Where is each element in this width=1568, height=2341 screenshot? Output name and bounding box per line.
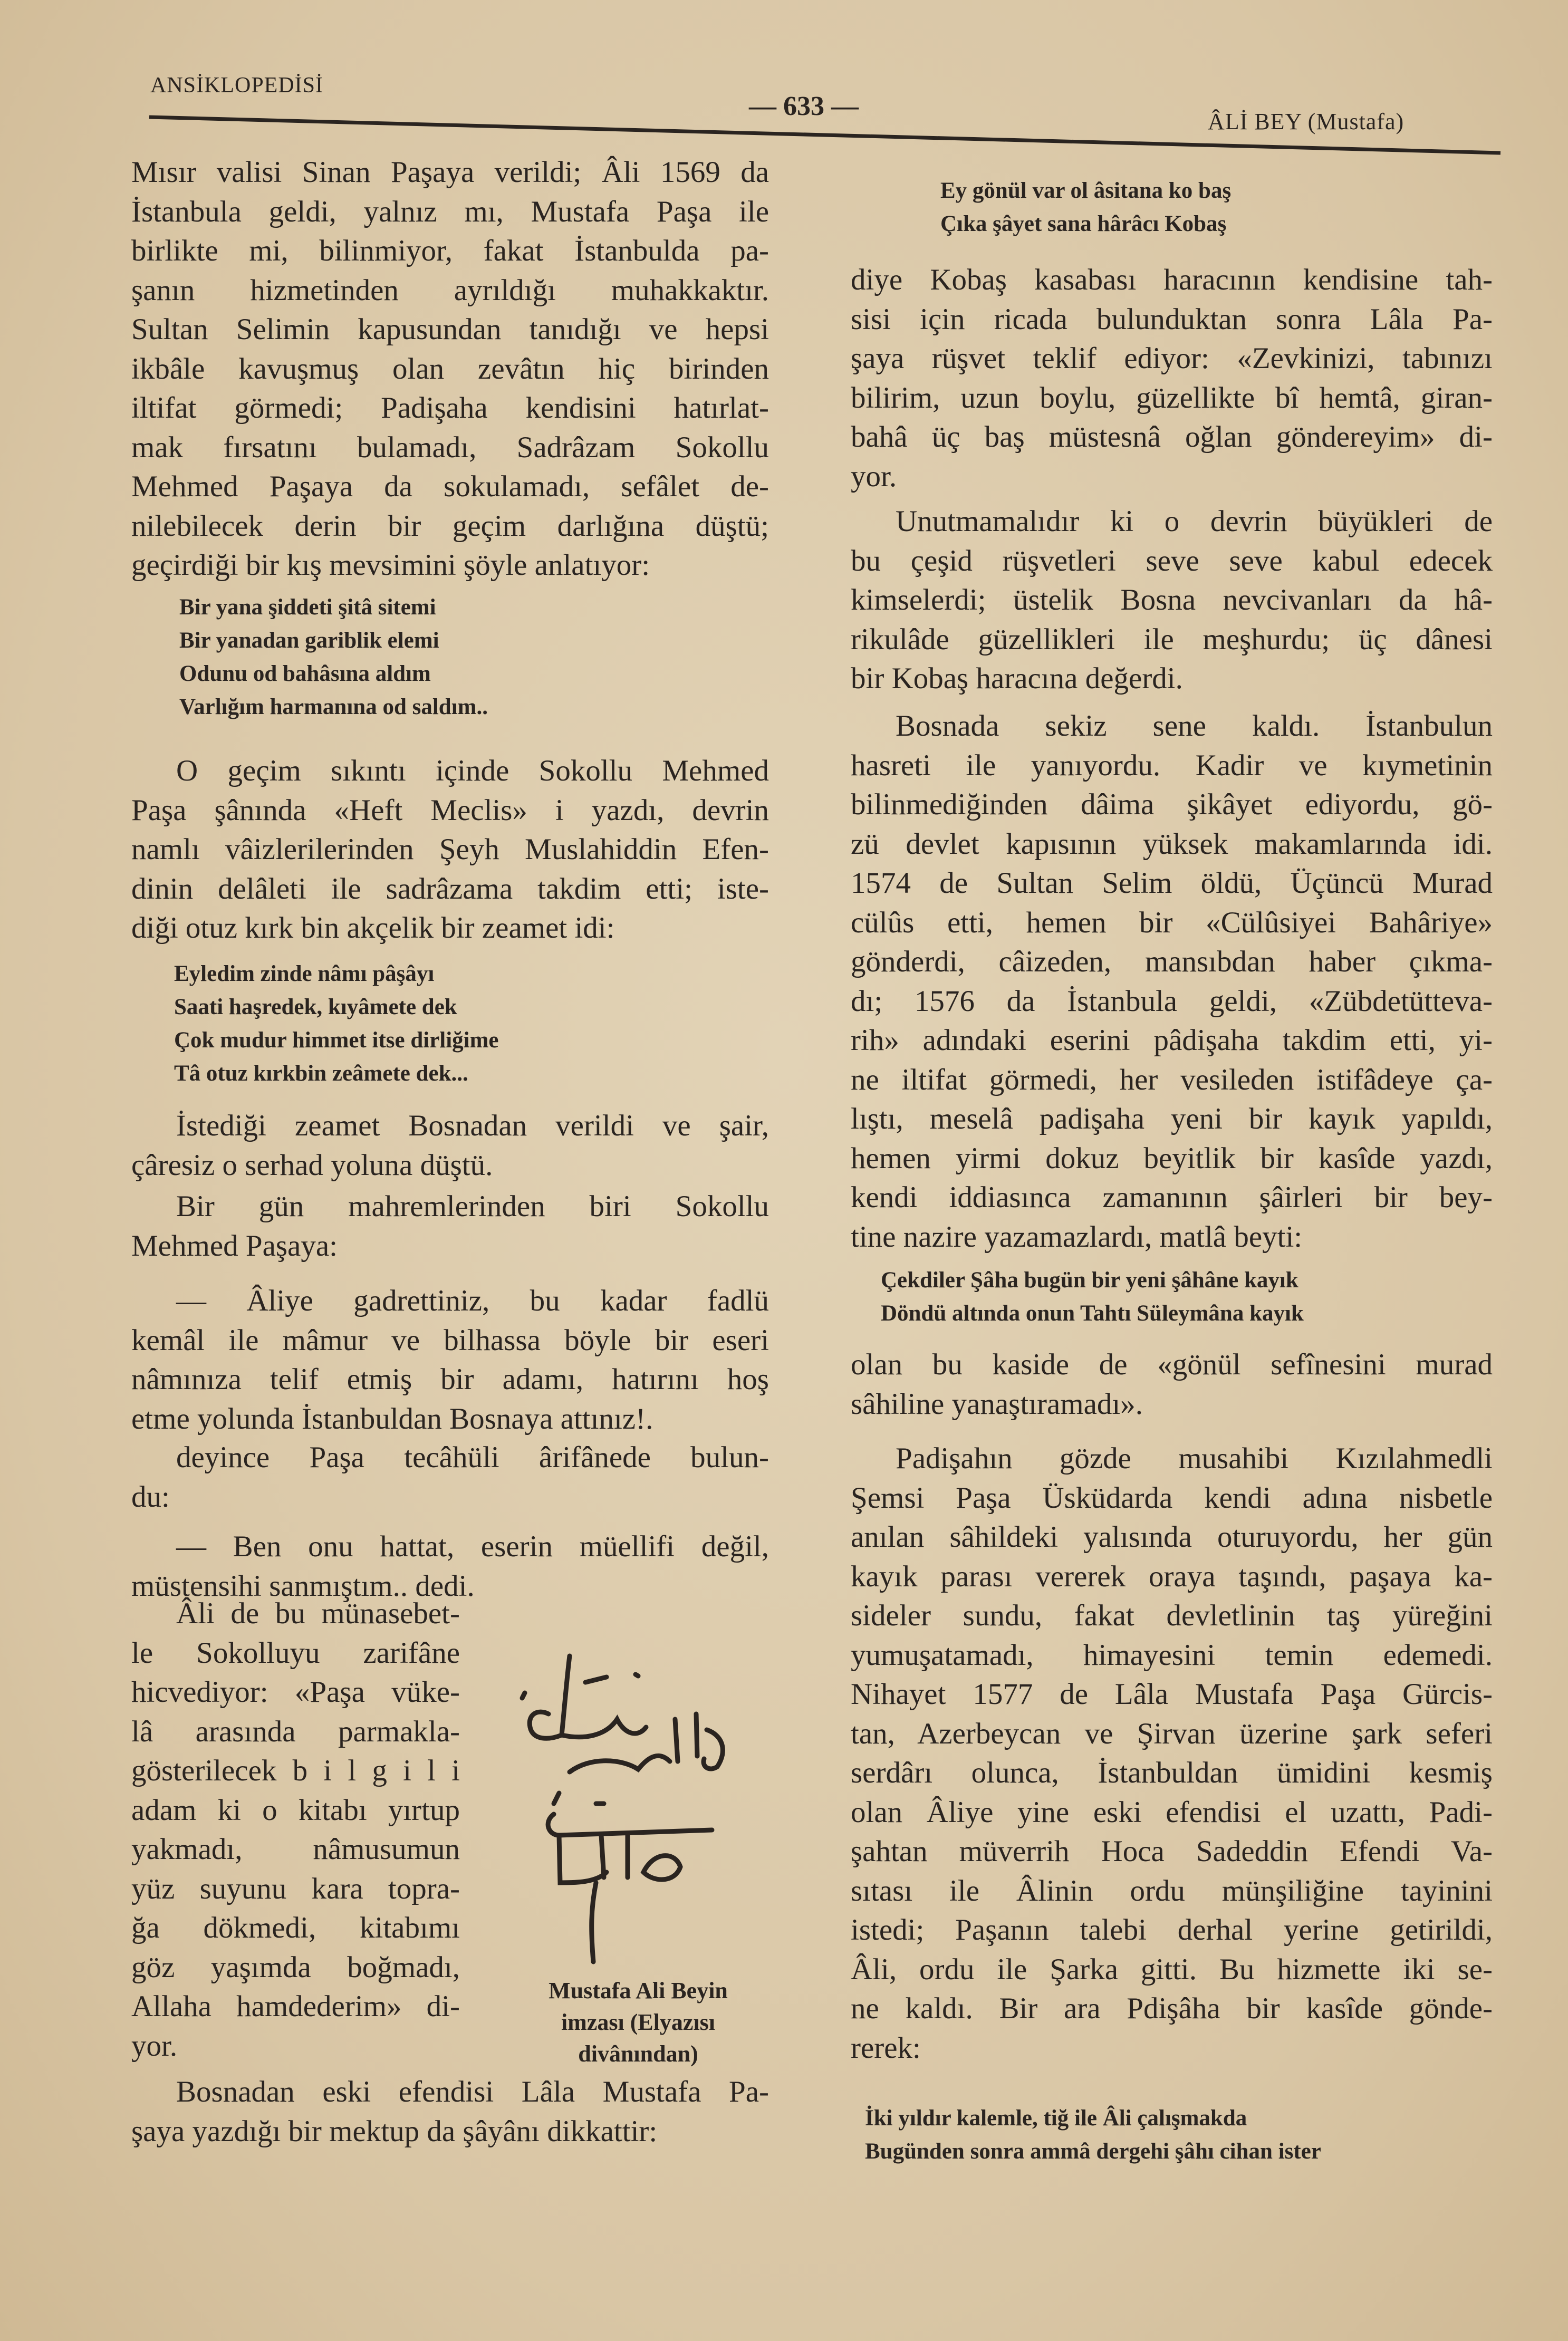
text-line: lâ arasında parmakla- (131, 1714, 460, 1748)
verse-quote (174, 957, 649, 1090)
verse-quote (179, 591, 654, 724)
verse-line: Odunu od bahâsına aldım (179, 661, 431, 686)
text-line: dinin delâleti ile sadrâzama takdim etti; iste- (131, 872, 769, 905)
text-line: le Sokolluyu zarifâne (131, 1636, 460, 1670)
paragraph (851, 1439, 1493, 2068)
text-line: Mısır valisi Sinan Paşaya verildi; Âli 1569 da (131, 156, 769, 189)
text-line: şahtan müverrih Hoca Sadeddin Efendi Va- (851, 1835, 1493, 1868)
text-line: namlı vâizlerilerinden Şeyh Muslahiddin Efen- (131, 833, 769, 866)
text-line: yüz suyunu kara topra- (131, 1872, 460, 1905)
text-line: rerek: (851, 2031, 921, 2065)
text-line: Paşa şânında «Heft Meclis» i yazdı, devrin (131, 793, 769, 827)
text-line: hemen yirmi dokuz beyitlik bir kasîde yazdı, (851, 1141, 1493, 1175)
text-line: kimselerdi; üstelik Bosna nevcivanları da hâ- (851, 583, 1493, 616)
text-line: olan Âliye yine eski efendisi el uzattı, Padi- (851, 1795, 1493, 1829)
text-line: yumuşatamadı, himayesini temin edemedi. (851, 1638, 1493, 1672)
text-line: Allaha hamdederim» di- (131, 1990, 460, 2023)
text-line: serdârı olunca, İstanbuldan ümidini kesmiş (851, 1756, 1493, 1789)
text-line: etme yolunda İstanbuldan Bosnaya attınız!. (131, 1402, 653, 1436)
text-line: Bir gün mahremlerinden biri Sokollu (176, 1190, 769, 1223)
text-line: yor. (131, 2029, 178, 2063)
text-line: İstediği zeamet Bosnadan verildi ve şair, (176, 1109, 769, 1142)
text-line: Mehmed Paşaya: (131, 1229, 338, 1263)
text-line: Sultan Selimin kapusundan tanıdığı ve hepsi (131, 313, 769, 346)
verse-line: Ey gönül var ol âsitana ko baş (940, 178, 1232, 203)
text-line: birlikte mi, bilinmiyor, fakat İstanbulda pa- (131, 234, 769, 267)
verse-line: Çok mudur himmet itse dirliğime (174, 1028, 499, 1053)
text-line: Bosnada sekiz sene kaldı. İstanbulun (896, 709, 1493, 743)
caption-line: Mustafa Ali Beyin (549, 1978, 728, 2003)
text-line: deyince Paşa tecâhüli ârifânede bulun- (176, 1441, 769, 1474)
text-line: göz yaşımda boğmadı, (131, 1950, 460, 1984)
arabic-signature-image (501, 1635, 775, 1983)
paragraph (131, 1106, 769, 1185)
text-line: Bosnadan eski efendisi Lâla Mustafa Pa- (176, 2075, 769, 2108)
text-line: lıştı, meselâ padişaha yeni bir kayık yapıldı, (851, 1102, 1493, 1135)
paragraph (131, 2073, 769, 2151)
verse-line: Saati haşredek, kıyâmete dek (174, 995, 457, 1019)
text-line: dı; 1576 da İstanbula geldi, «Zübdetütteva- (851, 984, 1493, 1018)
text-line: adam ki o kitabı yırtup (131, 1793, 460, 1827)
text-line: nilebilecek derin bir geçim darlığına düştü; (131, 509, 769, 543)
text-line: anılan sâhildeki yalısında oturuyordu, her gün (851, 1520, 1493, 1554)
text-line: nâmınıza telif etmiş bir adamı, hatırını hoş (131, 1363, 769, 1396)
verse-line: Döndü altında onun Tahtı Süleymâna kayık (881, 1301, 1304, 1326)
paragraph (851, 707, 1493, 1257)
caption-line: imzası (Elyazısı (561, 2009, 716, 2035)
text-line: mak fırsatını bulamadı, Sadrâzam Sokollu (131, 430, 769, 464)
text-line: 1574 de Sultan Selim öldü, Üçüncü Murad (851, 866, 1493, 900)
verse-line: Çıka şâyet sana hârâcı Kobaş (940, 211, 1227, 236)
text-line: iltifat görmedi; Padişaha kendisini hatırlat- (131, 391, 769, 425)
text-line: tan, Azerbeycan ve Şirvan üzerine şark seferi (851, 1717, 1493, 1750)
paragraph (131, 1438, 769, 1517)
text-line: Âli, ordu ile Şarka gitti. Bu hizmette iki se- (851, 1952, 1493, 1986)
text-line: O geçim sıkıntı içinde Sokollu Mehmed (176, 754, 769, 787)
text-line: bilirim, uzun boylu, güzellikte bî hemtâ, giran- (851, 381, 1493, 415)
text-line: du: (131, 1480, 170, 1514)
text-line: diye Kobaş kasabası haracının kendisine tah- (851, 263, 1493, 296)
verse-quote (865, 2102, 1445, 2168)
text-line: diği otuz kırk bin akçelik bir zeamet idi: (131, 911, 615, 945)
text-line: zü devlet kapısının yüksek makamlarında idi. (851, 827, 1493, 861)
text-line: sâhiline yanaştıramadı». (851, 1387, 1143, 1421)
paragraph (851, 1345, 1493, 1424)
text-line: çâresiz o serhad yoluna düştü. (131, 1148, 493, 1182)
caption-line: divânından) (578, 2041, 698, 2067)
page-number: — 633 — (749, 91, 859, 121)
text-line: bir Kobaş haracına değerdi. (851, 662, 1183, 695)
text-line: sideler sundu, fakat devletlinin taş yüreğini (851, 1599, 1493, 1632)
text-line: — Âliye gadrettiniz, bu kadar fadlü (176, 1284, 769, 1317)
paragraph (131, 153, 769, 585)
text-line: rih» adındaki eserini pâdişaha takdim etti, yi- (851, 1024, 1493, 1057)
text-line: gösterilecek b i l g i l i (131, 1754, 460, 1787)
verse-line: Çekdiler Şâha bugün bir yeni şâhâne kayık (881, 1268, 1298, 1293)
verse-line: İki yıldır kalemle, tiğ ile Âli çalışmakda (865, 2106, 1247, 2131)
verse-quote (940, 174, 1468, 240)
text-line: hasreti ile yanıyordu. Kadir ve kıymetinin (851, 748, 1493, 782)
header-rule (0, 0, 1568, 169)
text-line: Mehmed Paşaya da sokulamadı, sefâlet de- (131, 470, 769, 503)
figure-caption (506, 1975, 770, 2070)
text-line: İstanbula geldi, yalnız mı, Mustafa Paşa ile (131, 195, 769, 228)
text-line: bahâ üç baş müstesnâ oğlan göndereyim» di- (851, 420, 1493, 454)
text-line: bilinmediğinden dâima şikâyet ediyordu, gö- (851, 788, 1493, 821)
text-line: şaya rüşvet teklif ediyor: «Zevkinizi, tabınızı (851, 342, 1493, 375)
text-line: yakmadı, nâmusumun (131, 1833, 460, 1866)
verse-line: Varlığım harmanına od saldım.. (179, 695, 488, 719)
text-line: cülûs etti, hemen bir «Cülûsiyei Bahâriye» (851, 905, 1493, 939)
text-line: kayık parası vererek oraya taşındı, paşaya ka- (851, 1559, 1493, 1593)
text-line: sıtası ile Âlinin ordu münşiliğine tayinini (851, 1874, 1493, 1908)
paragraph (131, 1594, 460, 2066)
text-line: Unutmamalıdır ki o devrin büyükleri de (896, 505, 1493, 538)
text-line: şaya yazdığı bir mektup da şâyânı dikkattir: (131, 2114, 658, 2148)
text-line: ikbâle kavuşmuş olan zevâtın hiç birinden (131, 352, 769, 386)
paragraph (851, 502, 1493, 699)
text-line: Şemsi Paşa Üsküdarda kendi adına nisbetle (851, 1481, 1493, 1515)
paragraph (131, 1187, 769, 1266)
text-line: gönderdi, câizeden, mansıbdan haber çıkma- (851, 945, 1493, 978)
text-line: müstensihi sanmıştım.. dedi. (131, 1569, 475, 1603)
text-line: kemâl ile mâmur ve bilhassa böyle bir eseri (131, 1323, 769, 1357)
text-line: yor. (851, 459, 897, 493)
text-line: Nihayet 1577 de Lâla Mustafa Paşa Gürcis- (851, 1678, 1493, 1711)
text-line: hicvediyor: «Paşa vüke- (131, 1675, 460, 1709)
paragraph (131, 1282, 769, 1439)
text-line: ne iltifat görmedi, her vesileden istifâdeye ça- (851, 1063, 1493, 1096)
text-line: rikulâde güzellikleri ile meşhurdu; üç dânesi (851, 622, 1493, 656)
verse-line: Bir yana şiddeti şitâ sitemi (179, 595, 436, 620)
text-line: kendi iddiasınca zamanının şâirleri bir bey- (851, 1181, 1493, 1214)
verse-line: Bugünden sonra ammâ dergehi şâhı cihan ister (865, 2139, 1321, 2164)
text-line: ğa dökmedi, kitabımı (131, 1911, 460, 1944)
paragraph (851, 261, 1493, 496)
verse-line: Bir yanadan gariblik elemi (179, 628, 439, 653)
text-line: tine nazire yazamazlardı, matlâ beyti: (851, 1220, 1303, 1254)
verse-quote (881, 1264, 1461, 1330)
text-line: sisi için ricada bulunduktan sonra Lâla Pa- (851, 302, 1493, 336)
running-header-right: ÂLİ BEY (Mustafa) (1208, 109, 1405, 134)
verse-line: Eyledim zinde nâmı pâşâyı (174, 961, 435, 986)
text-line: olan bu kaside de «gönül sefînesini murad (851, 1348, 1493, 1381)
text-line: istedi; Paşanın talebi derhal yerine getirildi, (851, 1913, 1493, 1947)
text-line: — Ben onu hattat, eserin müellifi değil, (176, 1530, 769, 1563)
text-line: bu çeşid rüşvetleri seve seve kabul edecek (851, 544, 1493, 577)
text-line: şanın hizmetinden ayrıldığı muhakkaktır. (131, 273, 769, 307)
verse-line: Tâ otuz kırkbin zeâmete dek... (174, 1061, 468, 1086)
text-line: Padişahın gözde musahibi Kızılahmedli (896, 1442, 1493, 1475)
text-line: Âli de bu münasebet- (176, 1597, 460, 1630)
running-header-left: ANSİKLOPEDİSİ (150, 73, 323, 98)
text-line: ne kaldı. Bir ara Pdişâha bir kasîde gönde- (851, 1992, 1493, 2025)
paragraph (131, 752, 769, 948)
text-line: geçirdiği bir kış mevsimini şöyle anlatıyor: (131, 548, 650, 582)
